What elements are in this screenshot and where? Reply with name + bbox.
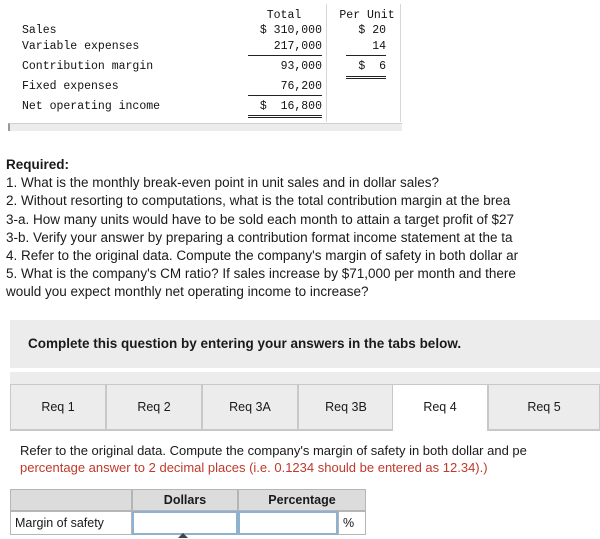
- sales-label: Sales: [22, 24, 57, 37]
- required-item-4: 4. Refer to the original data. Compute the company's margin of safety in both dollar ar: [6, 248, 519, 264]
- required-item-1: 1. What is the monthly break-even point in unit sales and in dollar sales?: [6, 175, 439, 191]
- required-item-3b: 3-b. Verify your answer by preparing a contribution format income statement at the ta: [6, 229, 513, 245]
- percent-sign: %: [338, 511, 366, 535]
- fixed-expenses-label: Fixed expenses: [22, 80, 119, 93]
- table-footer-bar: [8, 123, 402, 131]
- required-title: Required:: [6, 157, 70, 172]
- dollars-input[interactable]: [132, 511, 238, 535]
- percentage-input[interactable]: [238, 511, 338, 535]
- contribution-margin-total: 93,000: [280, 60, 322, 73]
- tab-req-4[interactable]: [392, 384, 488, 431]
- contribution-margin-label: Contribution margin: [22, 60, 154, 73]
- income-statement: [8, 0, 402, 130]
- margin-of-safety-table: [10, 489, 366, 535]
- tab-label: Req 1: [41, 400, 75, 414]
- tab-req-5[interactable]: [488, 384, 600, 430]
- double-underline: [346, 78, 386, 79]
- corner-header-cell: [10, 489, 132, 511]
- tab-req-3a[interactable]: [202, 384, 298, 430]
- required-item-5: 5. What is the company's CM ratio? If sales increase by $71,000 per month and there: [6, 266, 516, 282]
- variable-expenses-label: Variable expenses: [22, 40, 140, 53]
- req4-instruction-text: Refer to the original data. Compute the company's margin of safety in both dollar and pe: [20, 443, 527, 458]
- total-header: Total: [266, 9, 302, 22]
- tab-req-3b[interactable]: [298, 384, 394, 430]
- underline: [346, 55, 386, 56]
- tab-label: Req 4: [423, 400, 457, 414]
- percentage-header: Percentage: [238, 489, 366, 511]
- contribution-margin-per-unit: $ 6: [358, 60, 386, 73]
- required-item-5-continued: would you expect monthly net operating income to increase?: [6, 284, 369, 300]
- tab-label: Req 3A: [229, 400, 271, 414]
- instruction-text: Complete this question by entering your answers in the tabs below.: [28, 336, 462, 351]
- double-underline: [248, 115, 322, 116]
- tab-req-2[interactable]: [106, 384, 202, 430]
- margin-of-safety-label: Margin of safety: [10, 511, 132, 535]
- column-separator: [326, 4, 327, 122]
- per-unit-header: Per Unit: [339, 9, 395, 22]
- required-item-2: 2. Without resorting to computations, what is the total contribution margin at the brea: [6, 193, 511, 209]
- tab-label: Req 2: [137, 400, 171, 414]
- req4-rounding-note: percentage answer to 2 decimal places (i.e. 0.1234 should be entered as 12.34).): [20, 460, 488, 475]
- double-underline: [346, 76, 386, 77]
- dollars-header: Dollars: [132, 489, 238, 511]
- sales-per-unit: $ 20: [358, 24, 386, 37]
- double-underline: [248, 117, 322, 118]
- required-item-3a: 3-a. How many units would have to be sold each month to attain a target profit of $27: [6, 211, 515, 227]
- net-operating-income-total: $ 16,800: [259, 100, 322, 113]
- sales-total: $ 310,000: [259, 24, 322, 37]
- req4-instructions: [20, 442, 600, 476]
- variable-expenses-total: 217,000: [273, 40, 322, 53]
- underline: [248, 95, 322, 96]
- tab-label: Req 3B: [325, 400, 367, 414]
- instruction-panel: [10, 320, 600, 368]
- scroll-up-caret-icon[interactable]: [178, 533, 188, 538]
- tab-req-1[interactable]: [10, 384, 106, 430]
- required-section: [6, 156, 600, 302]
- variable-expenses-per-unit: 14: [372, 40, 386, 53]
- tab-label: Req 5: [527, 400, 561, 414]
- underline: [248, 55, 322, 56]
- fixed-expenses-total: 76,200: [280, 80, 322, 93]
- net-operating-income-label: Net operating income: [22, 100, 161, 113]
- column-separator: [400, 4, 401, 122]
